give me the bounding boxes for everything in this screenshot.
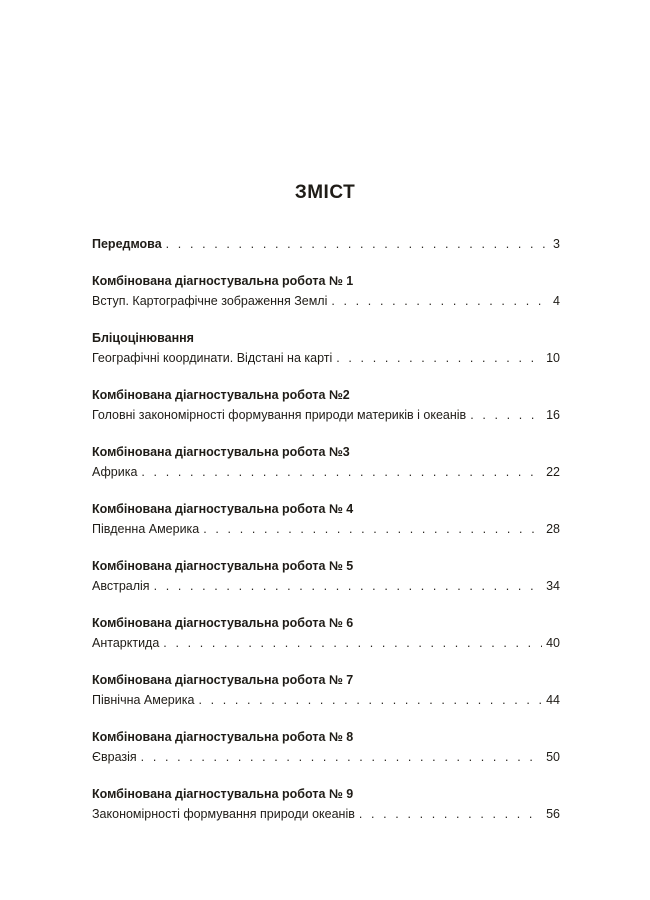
toc-leader-dots (141, 462, 542, 482)
toc-line[interactable] (92, 348, 560, 368)
toc-leader-dots (359, 804, 542, 824)
toc-leader-dots (154, 576, 543, 596)
toc-section-10 (92, 784, 560, 824)
toc-section-heading: Комбінована діагностувальна робота №2 (92, 388, 350, 402)
toc-line[interactable] (92, 462, 560, 482)
toc-entry-text: Закономірності формування природи океанів (92, 807, 355, 821)
toc-leader-dots (198, 690, 542, 710)
toc-entry-text: Південна Америка (92, 522, 200, 536)
toc-section-1 (92, 271, 560, 311)
toc-leader-dots (141, 747, 542, 767)
toc-section-6 (92, 556, 560, 596)
toc-line[interactable] (92, 747, 560, 767)
table-of-contents (92, 234, 560, 841)
toc-page-number: 3 (553, 237, 560, 251)
toc-leader-dots (336, 348, 542, 368)
toc-section-9 (92, 727, 560, 767)
toc-page-number: 56 (546, 807, 560, 821)
toc-section-heading: Комбінована діагностувальна робота № 5 (92, 559, 354, 573)
toc-page-number: 44 (546, 693, 560, 707)
toc-leader-dots (470, 405, 542, 425)
toc-page-number: 22 (546, 465, 560, 479)
toc-section-7 (92, 613, 560, 653)
toc-section-heading: Комбінована діагностувальна робота № 6 (92, 616, 354, 630)
toc-entry-text: Передмова (92, 237, 162, 251)
toc-section-5 (92, 499, 560, 539)
toc-leader-dots (163, 633, 542, 653)
toc-section-preface (92, 234, 560, 254)
toc-line[interactable] (92, 519, 560, 539)
toc-entry-text: Географічні координати. Відстані на карті (92, 351, 333, 365)
toc-section-heading: Бліцоцінювання (92, 331, 194, 345)
toc-page-number: 10 (546, 351, 560, 365)
toc-line[interactable] (92, 576, 560, 596)
toc-section-heading: Комбінована діагностувальна робота № 7 (92, 673, 354, 687)
toc-page-number: 28 (546, 522, 560, 536)
toc-line[interactable] (92, 804, 560, 824)
toc-line[interactable] (92, 291, 560, 311)
toc-leader-dots (166, 234, 546, 254)
toc-line[interactable] (92, 690, 560, 710)
toc-section-heading: Комбінована діагностувальна робота №3 (92, 445, 350, 459)
toc-section-heading: Комбінована діагностувальна робота № 8 (92, 730, 354, 744)
toc-section-heading: Комбінована діагностувальна робота № 9 (92, 787, 354, 801)
toc-section-heading: Комбінована діагностувальна робота № 4 (92, 502, 354, 516)
toc-line[interactable] (92, 633, 560, 653)
toc-entry-text: Євразія (92, 750, 137, 764)
toc-section-4 (92, 442, 560, 482)
toc-entry-text: Вступ. Картографічне зображення Землі (92, 294, 328, 308)
toc-entry-text: Антарктида (92, 636, 160, 650)
toc-entry-text: Північна Америка (92, 693, 195, 707)
toc-page-number: 34 (546, 579, 560, 593)
toc-entry-text: Головні закономірності формування природи материків і океанів (92, 408, 467, 422)
toc-section-3 (92, 385, 560, 425)
toc-page-number: 16 (546, 408, 560, 422)
toc-leader-dots (203, 519, 542, 539)
toc-leader-dots (331, 291, 546, 311)
toc-page-number: 40 (546, 636, 560, 650)
toc-entry-text: Африка (92, 465, 138, 479)
toc-line[interactable] (92, 234, 560, 254)
page-title: ЗМІСТ (294, 182, 356, 203)
toc-section-8 (92, 670, 560, 710)
toc-entry-text: Австралія (92, 579, 150, 593)
toc-section-2 (92, 328, 560, 368)
toc-page-number: 50 (546, 750, 560, 764)
toc-line[interactable] (92, 405, 560, 425)
toc-page-number: 4 (553, 294, 560, 308)
toc-section-heading: Комбінована діагностувальна робота № 1 (92, 274, 354, 288)
